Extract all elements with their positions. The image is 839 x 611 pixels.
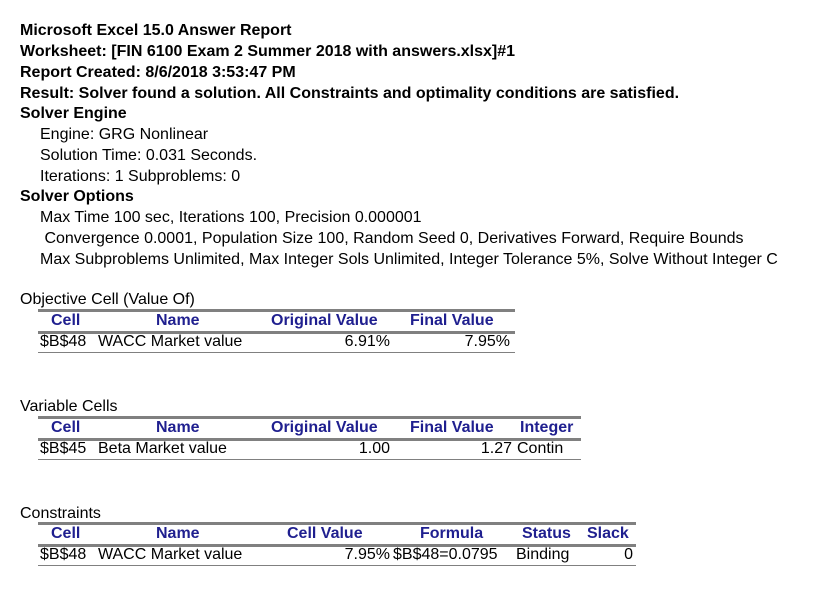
objective-section-title: Objective Cell (Value Of)	[20, 291, 195, 308]
col-formula: Formula	[420, 525, 484, 542]
col-cell: Cell	[51, 525, 81, 542]
col-integer: Integer	[520, 419, 574, 436]
col-final-value: Final Value	[410, 312, 494, 329]
col-name: Name	[156, 312, 200, 329]
variables-table	[38, 416, 581, 461]
table-bottom-rule	[38, 459, 581, 460]
variables-section-title: Variable Cells	[20, 398, 118, 415]
report-title: Microsoft Excel 15.0 Answer Report	[20, 22, 292, 39]
cell-status: Binding	[516, 546, 570, 563]
table-bottom-rule	[38, 565, 636, 566]
table-row	[38, 545, 636, 565]
solver-options-heading: Solver Options	[20, 188, 134, 205]
col-cell-value: Cell Value	[287, 525, 363, 542]
solver-engine-heading: Solver Engine	[20, 105, 127, 122]
cell-name: Beta Market value	[98, 440, 227, 457]
cell-ref: $B$45	[40, 440, 87, 457]
objective-table	[38, 309, 515, 354]
cell-integer: Contin	[517, 440, 564, 457]
cell-name: WACC Market value	[98, 333, 243, 350]
cell-original: 1.00	[358, 440, 390, 457]
col-original-value: Original Value	[271, 419, 378, 436]
solution-time: Solution Time: 0.031 Seconds.	[40, 147, 258, 164]
table-bottom-rule	[38, 352, 515, 353]
table-row	[38, 332, 515, 352]
cell-final: 7.95%	[464, 333, 510, 350]
variables-header-row	[38, 418, 581, 438]
cell-original: 6.91%	[344, 333, 390, 350]
cell-name: WACC Market value	[98, 546, 243, 563]
col-original-value: Original Value	[271, 312, 378, 329]
constraints-section-title: Constraints	[20, 505, 101, 522]
col-status: Status	[522, 525, 571, 542]
table-row	[38, 439, 581, 459]
cell-value: 7.95%	[344, 546, 390, 563]
constraints-table	[38, 522, 636, 567]
options-line-1: Max Time 100 sec, Iterations 100, Precision 0.000001	[40, 209, 422, 226]
col-cell: Cell	[51, 312, 81, 329]
cell-slack: 0	[624, 546, 633, 563]
options-line-3: Max Subproblems Unlimited, Max Integer Sols Unlimited, Integer Tolerance 5%, Solve Without Integer C	[40, 251, 778, 268]
report-result: Result: Solver found a solution. All Constraints and optimality conditions are satisfied.	[20, 85, 680, 102]
iterations: Iterations: 1 Subproblems: 0	[40, 168, 241, 185]
cell-final: 1.27	[480, 440, 512, 457]
col-name: Name	[156, 525, 200, 542]
cell-formula: $B$48=0.0795	[393, 546, 498, 563]
engine-type: Engine: GRG Nonlinear	[40, 126, 209, 143]
report-created: Report Created: 8/6/2018 3:53:47 PM	[20, 64, 296, 81]
objective-header-row	[38, 311, 515, 331]
col-cell: Cell	[51, 419, 81, 436]
cell-ref: $B$48	[40, 546, 87, 563]
col-final-value: Final Value	[410, 419, 494, 436]
col-slack: Slack	[587, 525, 629, 542]
report-worksheet: Worksheet: [FIN 6100 Exam 2 Summer 2018 with answers.xlsx]#1	[20, 43, 516, 60]
col-name: Name	[156, 419, 200, 436]
options-line-2: Convergence 0.0001, Population Size 100, Random Seed 0, Derivatives Forward, Require Bounds	[40, 230, 744, 247]
constraints-header-row	[38, 524, 636, 544]
cell-ref: $B$48	[40, 333, 87, 350]
